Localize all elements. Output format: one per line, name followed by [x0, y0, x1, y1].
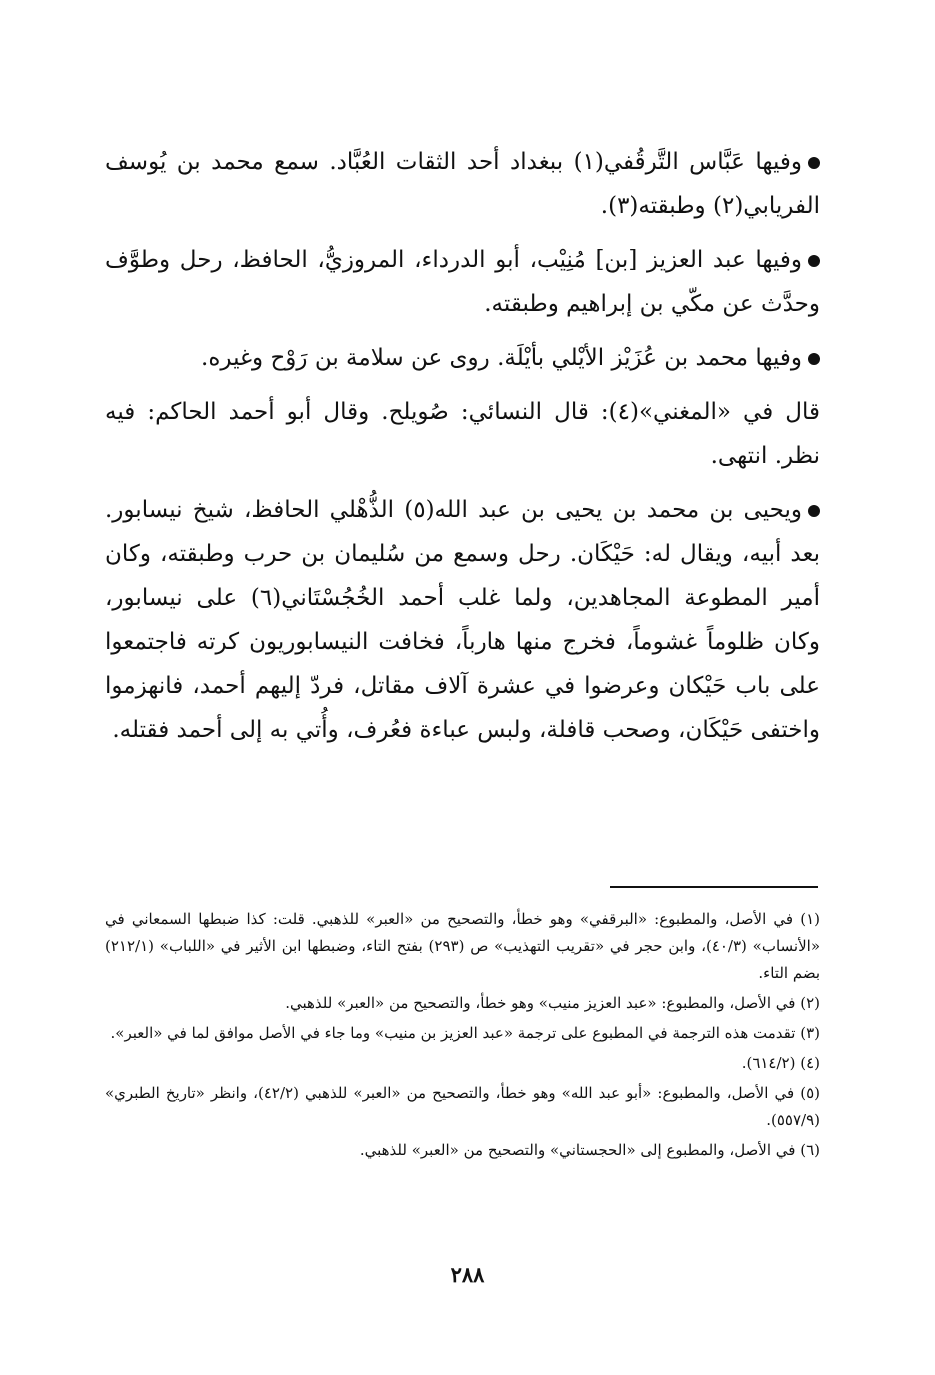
bullet-icon [808, 353, 820, 365]
footnote-6: (٦) في الأصل، والمطبوع إلى «الحجستاني» والتصحيح من «العبر» للذهبي. [359, 1141, 820, 1159]
paragraph-text: وفيها عبد العزيز [بن] مُنِيْب، أبو الدرداء، المروزيُّ، الحافظ، رحل وطوَّف وحدَّث عن مكّي بن إبراهيم وطبقته. [105, 247, 820, 317]
paragraph-mughni-quote [105, 390, 820, 478]
paragraph-text: ويحيى بن محمد بن يحيى بن عبد الله(٥) الذُّهْلي الحافظ، شيخ نيسابور. بعد أبيه، ويقال له: حَيْكَان. رحل وسمع من سُليمان بن حرب وطبقته، وكان أمير المطوعة المجاهدين، ولما غلب أحمد الخُجُسْتَاني(٦) على نيسابور، وكان ظلوماً غشوماً، فخرج منها هارباً، فخافت النيسابوريون كرته فاجتمعوا على باب حَيْكان وعرضوا في عشرة آلاف مقاتل، فردّ إليهم أحمد، فانهزموا واختفى حَيْكَان، وصحب قافلة، ولبس عباءة فعُرف، وأُتي به إلى أحمد فقتله. [105, 497, 820, 743]
paragraph-muhammad-ibn-uzayz [105, 336, 820, 380]
footnote-4: (٤) (٦١٤/٢). [741, 1054, 820, 1072]
paragraph-text: وفيها محمد بن عُزَيْز الأيْلي بأيْلَة. روى عن سلامة بن رَوْح وغيره. [201, 345, 802, 371]
footnote-divider [610, 886, 818, 888]
footnote-1: (١) في الأصل، والمطبوع: «البرقفي» وهو خطأ، والتصحيح من «العبر» للذهبي. قلت: كذا ضبطها السمعاني في «الأنساب» (٤٠/٣)، وابن حجر في «تقريب التهذيب» ص (٢٩٣) بفتح التاء، وضبطها ابن الأثير في «اللباب» (٢١٢/١) بضم التاء. [105, 910, 820, 982]
page-number: ٢٨٨ [450, 1262, 485, 1287]
paragraph-abd-al-aziz [105, 238, 820, 326]
footnote-5: (٥) في الأصل، والمطبوع: «أبو عبد الله» وهو خطأ، والتصحيح من «العبر» للذهبي (٤٢/٢)، وانظر «تاريخ الطبري» (٥٥٧/٩). [105, 1084, 820, 1129]
footnotes [105, 906, 820, 1167]
paragraph-text: وفيها عَبَّاس التَّرقُفي(١) ببغداد أحد الثقات العُبَّاد. سمع محمد بن يُوسف الفريابي(٢) وطبقته(٣). [105, 149, 820, 219]
main-text [105, 140, 820, 762]
footnote-2: (٢) في الأصل، والمطبوع: «عبد العزيز منيب» وهو خطأ، والتصحيح من «العبر» للذهبي. [285, 994, 820, 1012]
paragraph-text: قال في «المغني»(٤): قال النسائي: صُويلح. وقال أبو أحمد الحاكم: فيه نظر. انتهى. [105, 399, 820, 469]
paragraph-abbas [105, 140, 820, 228]
bullet-icon [808, 255, 820, 267]
paragraph-yahya [105, 488, 820, 752]
bullet-icon [808, 157, 820, 169]
bullet-icon [808, 505, 820, 517]
footnote-3: (٣) تقدمت هذه الترجمة في المطبوع على ترجمة «عبد العزيز بن منيب» وما جاء في الأصل موافق لما في «العبر». [110, 1024, 820, 1042]
